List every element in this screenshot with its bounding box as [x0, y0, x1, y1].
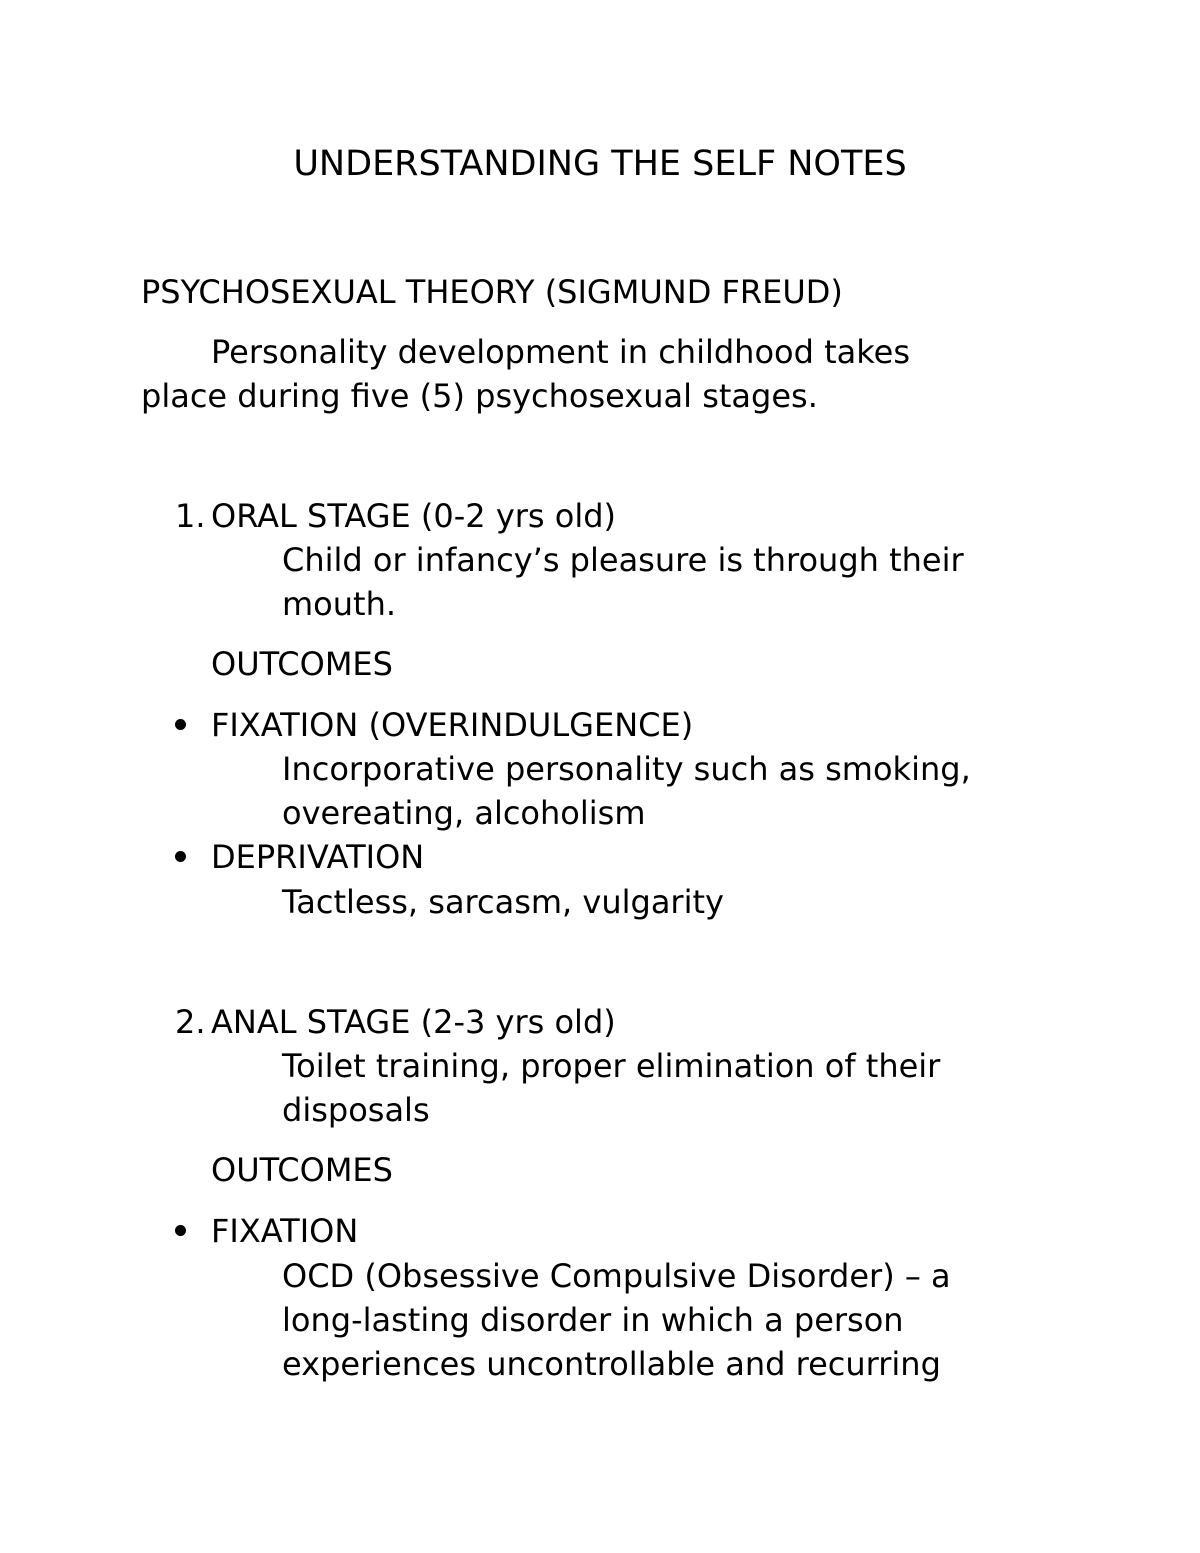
bullet-icon — [175, 1225, 186, 1236]
stage-2-outcomes-label: OUTCOMES — [211, 1151, 393, 1189]
stage-2-outcome-1-detail-line-2: long-lasting disorder in which a person — [282, 1301, 904, 1339]
stage-1-outcome-2-detail-line-1: Tactless, sarcasm, vulgarity — [282, 883, 724, 921]
section-heading: PSYCHOSEXUAL THEORY (SIGMUND FREUD) — [141, 273, 843, 311]
intro-line-2: place during five (5) psychosexual stages. — [141, 377, 818, 415]
stage-2-number: 2. — [175, 1003, 206, 1041]
stage-2-outcome-1-detail-line-3: experiences uncontrollable and recurring — [282, 1345, 941, 1383]
stage-1-outcome-2-label: DEPRIVATION — [211, 838, 425, 876]
stage-2-outcome-1-label: FIXATION — [211, 1212, 359, 1250]
stage-2-description-line-2: disposals — [282, 1091, 430, 1129]
stage-1-description-line-1: Child or infancy’s pleasure is through their — [282, 541, 964, 579]
bullet-icon — [175, 851, 186, 862]
stage-2-outcome-1-detail-line-1: OCD (Obsessive Compulsive Disorder) – a — [282, 1257, 951, 1295]
stage-1-number: 1. — [175, 497, 206, 535]
stage-1-outcome-1-detail-line-1: Incorporative personality such as smoking, — [282, 750, 971, 788]
bullet-icon — [175, 719, 186, 730]
page-title: UNDERSTANDING THE SELF NOTES — [293, 144, 907, 184]
stage-1-outcome-1-label: FIXATION (OVERINDULGENCE) — [211, 706, 694, 744]
stage-1-description-line-2: mouth. — [282, 585, 397, 623]
stage-1-outcomes-label: OUTCOMES — [211, 645, 393, 683]
stage-1-outcome-1-detail-line-2: overeating, alcoholism — [282, 794, 646, 832]
intro-line-1: Personality development in childhood takes — [211, 333, 910, 371]
stage-2-heading: ANAL STAGE (2-3 yrs old) — [211, 1003, 616, 1041]
stage-1-heading: ORAL STAGE (0-2 yrs old) — [211, 497, 617, 535]
stage-2-description-line-1: Toilet training, proper elimination of their — [282, 1047, 941, 1085]
